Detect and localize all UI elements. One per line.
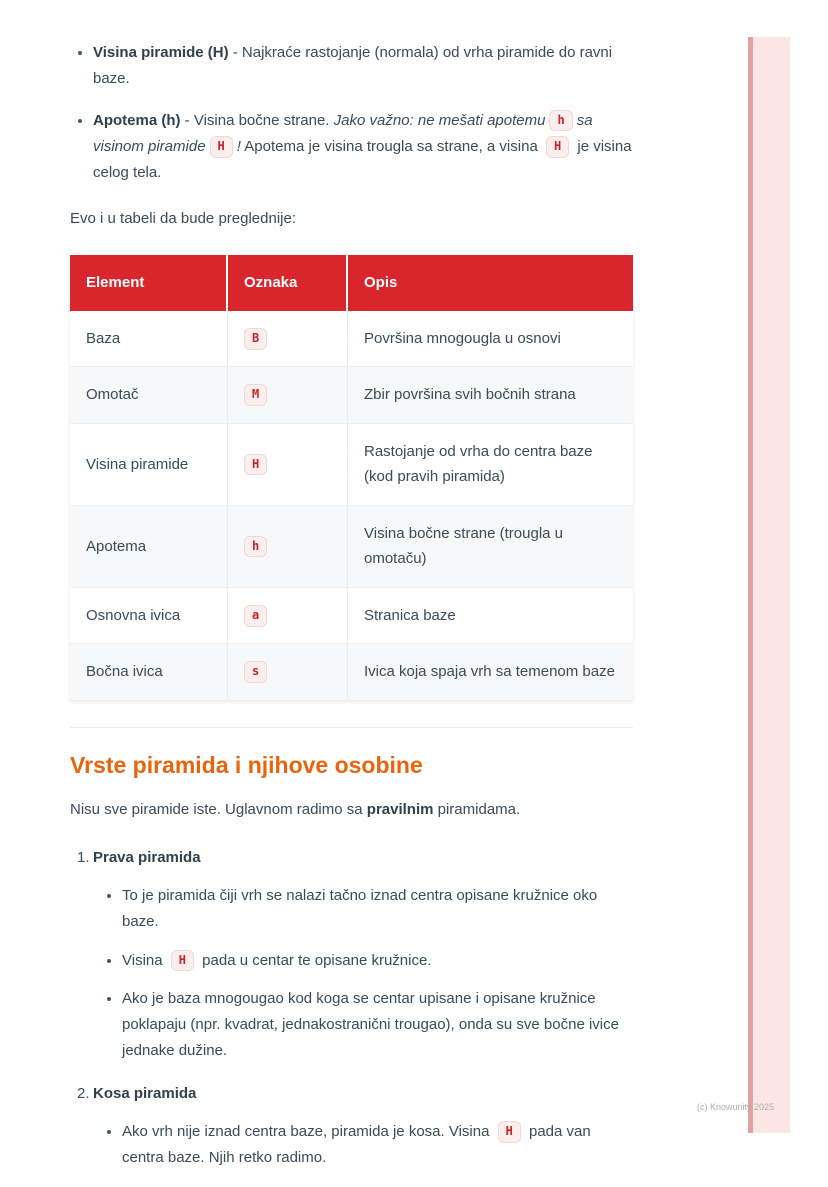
- table-row: [70, 367, 633, 424]
- element-cell: Omotač: [70, 367, 228, 424]
- oznaka-cell: [228, 424, 348, 506]
- table-header-row: [70, 255, 633, 311]
- table-header-cell: Opis: [348, 255, 633, 311]
- element-cell: Visina piramide: [70, 424, 228, 506]
- text-segment: !: [236, 137, 241, 155]
- table-body: [70, 311, 633, 701]
- text-segment: pada u centar te opisane kružnice.: [198, 951, 432, 969]
- pyramid-types-list: [70, 845, 633, 1172]
- text-segment: je visina celog tela.: [93, 137, 632, 181]
- definition-bullet: [93, 40, 633, 93]
- inline-code-badge: H: [171, 950, 194, 972]
- element-cell: Baza: [70, 311, 228, 368]
- text-segment: Visina piramide (H): [93, 44, 229, 61]
- item-bullet: [122, 883, 633, 936]
- right-edge-strip: [748, 37, 790, 1133]
- text-segment: - Visina bočne strane.: [180, 111, 334, 129]
- item-number: 2.: [77, 1084, 90, 1102]
- text-segment: - Najkraće rastojanje (normala) od vrha piramide do ravni baze.: [93, 44, 613, 88]
- table-header-cell: Element: [70, 255, 228, 311]
- inline-code-badge: h: [549, 110, 572, 132]
- content-column: [70, 0, 633, 1187]
- inline-code-badge: H: [498, 1121, 521, 1143]
- table-row: [70, 311, 633, 368]
- oznaka-cell: [228, 644, 348, 701]
- opis-cell: Ivica koja spaja vrh sa temenom baze: [348, 644, 633, 701]
- item-bullet-list: [93, 883, 633, 1065]
- inline-code-badge: H: [210, 136, 233, 158]
- text-segment: To je piramida čiji vrh se nalazi tačno iznad centra opisane kružnice oko baze.: [122, 887, 598, 931]
- element-cell: Osnovna ivica: [70, 588, 228, 645]
- copyright-watermark: (c) Knowunity 2025: [696, 1102, 774, 1112]
- text-segment: sa visinom piramide: [93, 111, 593, 155]
- text-segment: piramidama.: [433, 800, 521, 818]
- opis-cell: Površina mnogougla u osnovi: [348, 311, 633, 368]
- table-header: [70, 255, 633, 311]
- symbol-badge: a: [244, 605, 267, 627]
- opis-cell: Zbir površina svih bočnih strana: [348, 367, 633, 424]
- text-segment: Visina: [122, 951, 167, 969]
- section-heading: Vrste piramida i njihove osobine: [70, 751, 423, 778]
- oznaka-cell: [228, 311, 348, 368]
- element-cell: Bočna ivica: [70, 644, 228, 701]
- oznaka-cell: [228, 367, 348, 424]
- text-segment: Ako vrh nije iznad centra baze, piramida je kosa. Visina: [122, 1122, 494, 1140]
- opis-cell: Rastojanje od vrha do centra baze (kod pravih piramida): [348, 424, 633, 506]
- definition-bullet: [93, 108, 633, 187]
- symbol-badge: h: [244, 536, 267, 558]
- table-row: [70, 424, 633, 506]
- text-segment: pada van centra baze. Njih retko radimo.: [122, 1122, 591, 1167]
- symbol-badge: s: [244, 661, 267, 683]
- table-row: [70, 644, 633, 701]
- oznaka-cell: [228, 506, 348, 588]
- item-number: 1.: [77, 848, 90, 866]
- item-bullet: [122, 986, 633, 1065]
- text-segment: Jako važno: ne mešati apotemu: [333, 111, 546, 129]
- text-segment: pravilnim: [366, 800, 434, 818]
- definition-bullet-list: [70, 40, 633, 186]
- table-intro-text: Evo i u tabeli da bude preglednije:: [70, 210, 296, 228]
- item-title: Prava piramida: [93, 848, 201, 866]
- text-segment: Nisu sve piramide iste. Uglavnom radimo sa: [70, 800, 367, 818]
- section-divider: [70, 727, 633, 728]
- opis-cell: Stranica baze: [348, 588, 633, 645]
- item-bullet: [122, 1119, 633, 1172]
- pyramid-type-item: [70, 1081, 633, 1172]
- item-bullet: [122, 948, 633, 974]
- text-segment: Apotema (h): [93, 111, 181, 129]
- opis-cell: Visina bočne strane (trougla u omotaču): [348, 506, 633, 588]
- text-segment: Apotema je visina trougla sa strane, a visina: [240, 137, 542, 155]
- symbol-badge: H: [244, 454, 267, 476]
- item-bullet-list: [93, 1119, 633, 1172]
- item-title: Kosa piramida: [93, 1084, 197, 1102]
- element-cell: Apotema: [70, 506, 228, 588]
- pyramid-elements-table: [70, 255, 633, 701]
- table-header-cell: Oznaka: [228, 255, 348, 311]
- oznaka-cell: [228, 588, 348, 645]
- symbol-badge: M: [244, 384, 267, 406]
- inline-code-badge: H: [546, 136, 569, 158]
- table-row: [70, 588, 633, 645]
- table-row: [70, 506, 633, 588]
- section-intro-text: [70, 797, 633, 823]
- pyramid-type-item: [70, 845, 633, 1065]
- symbol-badge: B: [244, 328, 267, 350]
- text-segment: Ako je baza mnogougao kod koga se centar upisane i opisane kružnice poklapaju (npr. kvadrat, jednakostranični trougao), onda su sve bočne ivice jednake dužine.: [122, 989, 619, 1060]
